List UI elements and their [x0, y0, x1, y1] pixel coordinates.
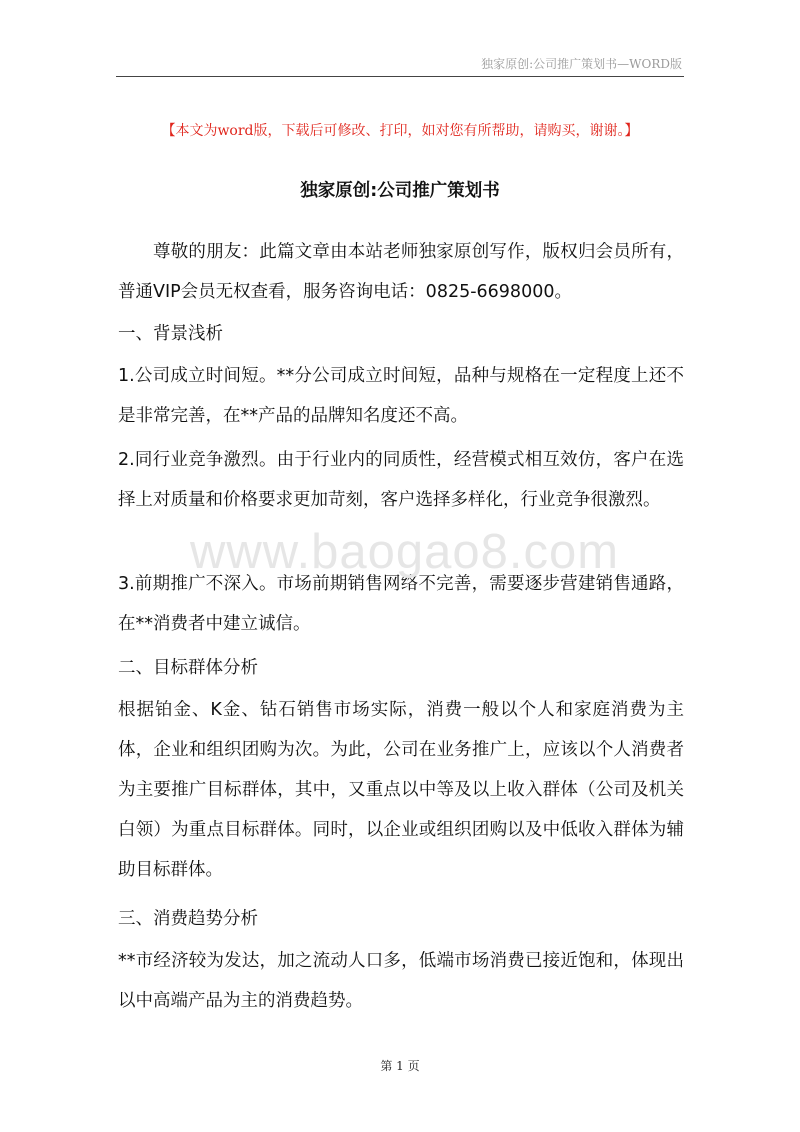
intro-paragraph: 尊敬的朋友：此篇文章由本站老师独家原创写作，版权归会员所有，普通VIP会员无权查看，服务咨询电话：0825-6698000。: [118, 242, 684, 302]
paragraph-competition: 2.同行业竞争激烈。由于行业内的同质性，经营模式相互效仿，客户在选择上对质量和价格要求更加苛刻，客户选择多样化，行业竞争很激烈。: [118, 450, 684, 510]
section-heading-target-group: 二、目标群体分析: [118, 658, 258, 678]
section-heading-background: 一、背景浅析: [118, 324, 223, 344]
watermark-text: www.baogao8.com: [190, 525, 620, 579]
paragraph-promotion: 3.前期推广不深入。市场前期销售网络不完善，需要逐步营建销售通路，在**消费者中建立诚信。: [118, 574, 684, 634]
document-title: 独家原创:公司推广策划书: [300, 181, 500, 201]
header-divider: [116, 76, 684, 77]
section-heading-consumption-trend: 三、消费趋势分析: [118, 909, 258, 929]
page-number: 第 1 页: [380, 1059, 420, 1073]
paragraph-target-group: 根据铂金、K金、钻石销售市场实际，消费一般以个人和家庭消费为主体，企业和组织团购为次。为此，公司在业务推广上，应该以个人消费者为主要推广目标群体，其中，又重点以中等及以上收入群体（公司及机关白领）为重点目标群体。同时，以企业或组织团购以及中低收入群体为辅助目标群体。: [118, 700, 684, 880]
paragraph-consumption-trend: **市经济较为发达，加之流动人口多，低端市场消费已接近饱和，体现出以中高端产品为主的消费趋势。: [118, 951, 684, 1011]
purchase-notice: 【本文为word版，下载后可修改、打印，如对您有所帮助，请购买，谢谢。】: [161, 123, 639, 139]
running-header: 独家原创:公司推广策划书—WORD版: [481, 57, 682, 71]
paragraph-short-history: 1.公司成立时间短。**分公司成立时间短，品种与规格在一定程度上还不是非常完善，在**产品的品牌知名度还不高。: [118, 366, 684, 426]
